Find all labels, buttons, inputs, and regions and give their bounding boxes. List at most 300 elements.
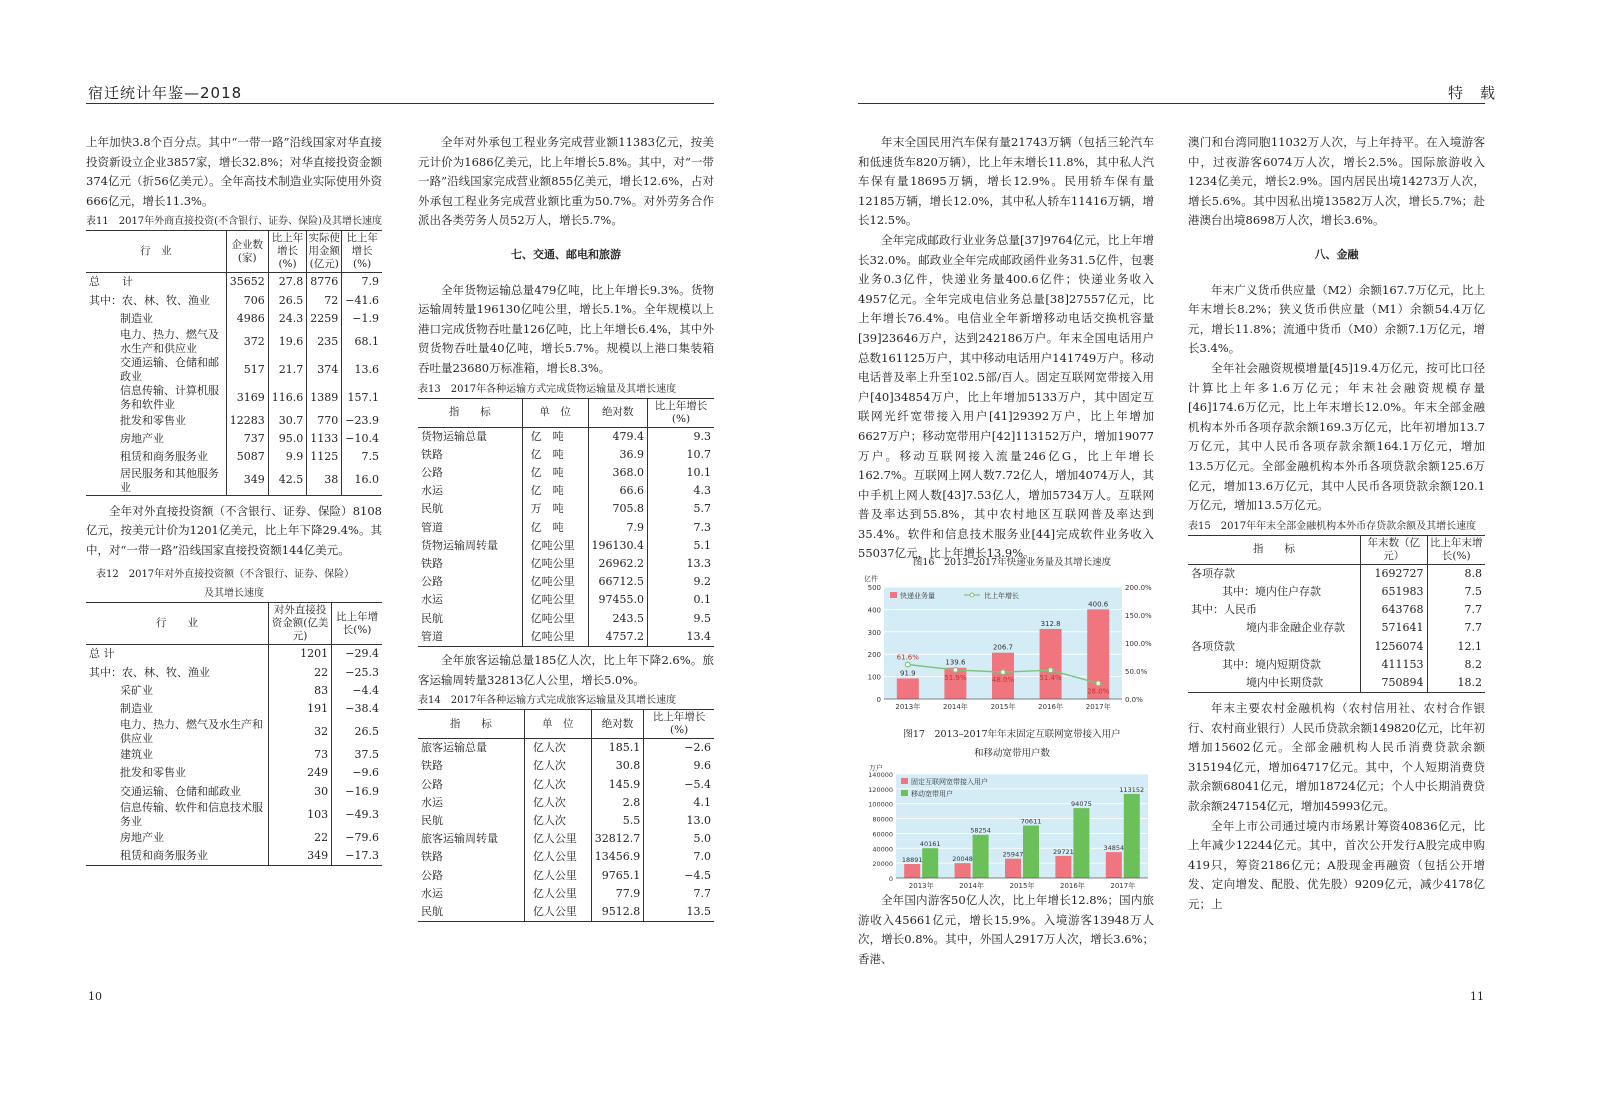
bar (1106, 852, 1122, 878)
header-rule-right (858, 103, 1485, 104)
data-label: 70611 (1020, 817, 1042, 826)
table-cell: 243.5 (588, 610, 648, 628)
table-cell: 亿人次 (524, 739, 591, 758)
table-cell: 7.7 (1427, 601, 1485, 619)
table-cell: 30.7 (268, 412, 307, 430)
row-label: 信息传输、计算机服务和软件业 (120, 383, 219, 411)
table-cell: 8776 (307, 273, 342, 292)
y-tick-label: 200 (867, 651, 881, 660)
table-cell: −2.6 (644, 739, 714, 758)
table-cell: 9.5 (648, 610, 714, 628)
table-cell: 5.1 (648, 537, 714, 555)
paragraph: 澳门和台湾同胞11032万人次，与上年持平。在入境游客中，过夜游客6074万人次，增长2.5%。国际旅游收入1234亿美元，增长2.9%。国内居民出境14273万人次，增长5.6%。其中因私出境13582万人次，增长5.7%；赴港澳台出境8698万人次，增长3.6%。 (1188, 135, 1485, 228)
table-cell: 42.5 (268, 467, 307, 496)
table-cell: 亿 吨 (522, 482, 588, 500)
page-number-left: 10 (88, 990, 102, 1003)
row-label: 电力、热力、燃气及水生产和供应业 (120, 327, 219, 355)
table11 (86, 230, 382, 495)
table-row (86, 273, 382, 292)
x-tick-label: 2013年 (908, 882, 934, 890)
table-cell: 83 (269, 682, 332, 700)
table-header: 对外直接投资金额(亿美元) (269, 603, 332, 645)
table-cell: 27.8 (268, 273, 307, 292)
table-cell: 30.8 (591, 757, 644, 775)
table14 (418, 709, 714, 922)
left-page (0, 0, 800, 1099)
running-header-left: 宿迁统计年鉴—2018 (88, 84, 243, 102)
table-cell: 12283 (226, 412, 268, 430)
table-header: 指 标 (418, 710, 524, 739)
bar (897, 678, 919, 699)
table-header: 单 位 (524, 710, 591, 739)
table-header: 行 业 (86, 603, 269, 645)
table-row (86, 682, 382, 700)
y-tick-label: 40000 (872, 845, 893, 854)
row-label: 各项贷款 (1191, 639, 1235, 653)
table-cell: −79.6 (332, 829, 382, 847)
table-row (1188, 638, 1485, 656)
table-cell: 66.6 (588, 482, 648, 500)
bar (1055, 856, 1071, 878)
table-row (1188, 601, 1485, 619)
chart17 (852, 724, 1172, 892)
table-cell: 368.0 (588, 464, 648, 482)
table-cell: −16.9 (332, 783, 382, 801)
x-tick-label: 2017年 (1110, 882, 1136, 890)
table-row (418, 885, 714, 903)
table-cell: 2.8 (591, 794, 644, 812)
table-cell: 9.2 (648, 573, 714, 591)
row-label: 货物运输周转量 (421, 538, 498, 552)
x-tick-label: 2015年 (990, 703, 1016, 711)
table-row (418, 739, 714, 758)
row-label: 境内中长期贷款 (1246, 675, 1323, 689)
row-label: 房地产业 (120, 432, 164, 446)
table-header: 绝对数 (591, 710, 644, 739)
table-cell: 249 (269, 764, 332, 782)
table-cell: 亿人次 (524, 812, 591, 830)
page-number-right: 11 (1470, 990, 1484, 1003)
table-row (86, 448, 382, 466)
row-label: 水运 (421, 484, 443, 498)
row-label: 民航 (421, 611, 443, 625)
table-cell: −38.4 (332, 700, 382, 718)
bar (1023, 826, 1039, 878)
y-axis-unit: 万户 (869, 764, 883, 772)
table-cell: 145.9 (591, 776, 644, 794)
table-cell: 349 (269, 847, 332, 866)
table-row (418, 610, 714, 628)
table-cell: 770 (307, 412, 342, 430)
growth-label: 51.4% (1039, 674, 1062, 683)
row-label: 境内非金融企业存款 (1246, 621, 1345, 635)
table-cell: 亿吨公里 (522, 573, 588, 591)
table-cell: 7.9 (342, 273, 382, 292)
table-header: 比上年末增长(%) (1427, 535, 1485, 564)
table-cell: 22 (269, 664, 332, 682)
row-label: 公路 (421, 575, 443, 589)
row-label: 铁路 (421, 556, 443, 570)
row-label: 公路 (421, 868, 443, 882)
table-cell: 103 (269, 801, 332, 829)
row-label: 铁路 (421, 447, 443, 461)
table-header: 行 业 (86, 231, 226, 273)
table-row (418, 794, 714, 812)
row-label: 总 计 (89, 647, 115, 661)
table-row (418, 776, 714, 794)
table-row (86, 645, 382, 664)
table-cell: 4.1 (644, 794, 714, 812)
chart16-svg (852, 571, 1172, 711)
row-label: 建筑业 (120, 748, 153, 762)
row-label: 制造业 (120, 311, 153, 325)
table-row (86, 430, 382, 448)
data-label: 139.6 (945, 658, 966, 667)
table-cell: 亿吨公里 (522, 555, 588, 573)
table-row (418, 464, 714, 482)
table-cell: 18.2 (1427, 674, 1485, 693)
line-point (905, 662, 910, 667)
section-heading-7: 七、交通、邮电和旅游 (511, 247, 621, 261)
table13-caption: 表13 2017年各种运输方式完成货物运输量及其增长速度 (418, 383, 677, 395)
table-cell: 9.9 (268, 448, 307, 466)
table-cell: 95.0 (268, 430, 307, 448)
table-cell: 亿吨公里 (522, 537, 588, 555)
right-page (800, 0, 1609, 1099)
table-cell: 7.9 (588, 519, 648, 537)
table-header: 绝对数 (588, 398, 648, 427)
table-row (1188, 583, 1485, 601)
row-label: 水运 (421, 593, 443, 607)
row-label: 管道 (421, 520, 443, 534)
table-cell: 479.4 (588, 427, 648, 446)
table-row (86, 356, 382, 384)
row-label: 公路 (421, 465, 443, 479)
table-cell: 5.5 (591, 812, 644, 830)
table-cell: −49.3 (332, 801, 382, 829)
table-cell: 36.9 (588, 446, 648, 464)
table-cell: 10.1 (648, 464, 714, 482)
table13 (418, 398, 714, 647)
table-cell: 73 (269, 746, 332, 764)
row-label: 租赁和商务服务业 (120, 450, 208, 464)
bar (955, 863, 971, 878)
table-cell: 亿人次 (524, 794, 591, 812)
table-cell: 亿 吨 (522, 427, 588, 446)
x-tick-label: 2016年 (1059, 882, 1085, 890)
table-cell: 亿人公里 (524, 885, 591, 903)
table-cell: 亿 吨 (522, 446, 588, 464)
table-row (418, 848, 714, 866)
table-row (86, 801, 382, 829)
table-row (418, 500, 714, 518)
table15-caption: 表15 2017年年末全部金融机构本外币存贷款余额及其增长速度 (1188, 520, 1477, 532)
y2-tick-label: 50.0% (1125, 668, 1148, 676)
table-cell: 4.3 (648, 482, 714, 500)
table-row (418, 482, 714, 500)
section-heading-8: 八、金融 (1314, 247, 1359, 261)
paragraph: 年末广义货币供应量（M2）余额167.7万亿元，比上年末增长8.2%；狭义货币供应量（M1）余额54.4万亿元，增长11.8%；流通中货币（M0）余额7.1万亿元，增长3.4%。 (1188, 282, 1485, 356)
table-row (86, 664, 382, 682)
table-row (418, 628, 714, 647)
table15 (1188, 535, 1485, 693)
table-cell: 349 (226, 467, 268, 496)
table-row (418, 812, 714, 830)
row-label: 货物运输总量 (421, 429, 487, 443)
table-row (86, 829, 382, 847)
table-cell: 372 (226, 328, 268, 356)
data-label: 40161 (919, 840, 941, 849)
bar (904, 864, 920, 878)
table-header: 企业数(家) (226, 231, 268, 273)
table-cell: 26.5 (268, 292, 307, 310)
table11-caption: 表11 2017年外商直接投资(不含银行、证券、保险)及其增长速度 (86, 216, 382, 228)
row-label: 批发和零售业 (120, 413, 186, 427)
y-tick-label: 0 (876, 696, 881, 704)
table-cell: 7.3 (648, 519, 714, 537)
table-row (418, 591, 714, 609)
legend-label: 移动宽带用户 (911, 790, 953, 798)
table-cell: 750894 (1361, 674, 1428, 693)
y-tick-label: 100 (867, 673, 881, 682)
paragraph: 上年加快3.8个百分点。其中“一带一路”沿线国家对华直接投资新设立企业3857家，增长32.8%；对华直接投资金额374亿元（折56亿美元）。全年高技术制造业实际使用外资666亿元，增长11.3%。 (86, 135, 382, 208)
table-cell: 亿吨公里 (522, 628, 588, 647)
table-cell: −10.4 (342, 430, 382, 448)
table-row (86, 384, 382, 412)
table-cell: 77.9 (591, 885, 644, 903)
table-cell: 12.1 (1427, 638, 1485, 656)
table-cell: 7.7 (1427, 619, 1485, 637)
paragraph: 全年旅客运输总量185亿人次，比上年下降2.6%。旅客运输周转量32813亿人公里，增长5.0%。 (418, 652, 714, 687)
row-label: 水运 (421, 886, 443, 900)
data-label: 18891 (901, 855, 923, 864)
table-cell: 706 (226, 292, 268, 310)
table-cell: 7.5 (342, 448, 382, 466)
legend-label: 固定互联网宽带接入用户 (911, 778, 988, 786)
table-cell: 72 (307, 292, 342, 310)
growth-label: 48.0% (991, 676, 1015, 685)
paragraph: 全年货物运输总量479亿吨，比上年增长9.3%。货物运输周转量196130亿吨公里，增长5.1%。全年规模以上港口完成货物吞吐量126亿吨，比上年增长6.4%，其中外贸货物吞吐量40亿吨，增长5.7%。规模以上港口集装箱吞吐量23680万标准箱，增长8.3%。 (418, 282, 714, 375)
row-label: 其中：农、林、牧、渔业 (89, 293, 210, 307)
table-header: 指 标 (1188, 535, 1361, 564)
bar (1124, 794, 1140, 878)
table-cell: 157.1 (342, 384, 382, 412)
table-row (86, 783, 382, 801)
x-tick-label: 2014年 (942, 703, 968, 711)
table-cell: 737 (226, 430, 268, 448)
table14-caption: 表14 2017年各种运输方式完成旅客运输量及其增长速度 (418, 695, 677, 707)
x-tick-label: 2015年 (1009, 882, 1035, 890)
table-cell: 1692727 (1361, 564, 1428, 583)
bar (973, 835, 989, 878)
data-label: 58254 (970, 826, 991, 835)
table-header: 比上年增长(%) (332, 603, 382, 645)
right-column-1-bottom (858, 891, 1154, 969)
table12 (86, 602, 382, 866)
table-row (86, 746, 382, 764)
table-cell: 97455.0 (588, 591, 648, 609)
table-cell: 651983 (1361, 583, 1428, 601)
table-row (418, 537, 714, 555)
table-cell: 亿人次 (524, 757, 591, 775)
data-label: 91.9 (900, 669, 916, 678)
row-label: 其中：境内住户存款 (1222, 584, 1321, 598)
row-label: 其中：人民币 (1191, 603, 1257, 617)
y-tick-label: 500 (867, 584, 881, 592)
row-label: 民航 (421, 904, 443, 918)
row-label: 各项存款 (1191, 566, 1235, 580)
y2-tick-label: 100.0% (1125, 640, 1152, 648)
row-label: 居民服务和其他服务业 (120, 466, 219, 494)
row-label: 旅客运输周转量 (421, 832, 498, 846)
table-cell: 13456.9 (591, 848, 644, 866)
table-cell: 196130.4 (588, 537, 648, 555)
legend-label: 快递业务量 (900, 592, 935, 600)
right-column-2 (1188, 133, 1485, 915)
table-row (1188, 619, 1485, 637)
legend-swatch-bar (890, 592, 897, 598)
table-row (86, 700, 382, 718)
table-cell: 705.8 (588, 500, 648, 518)
table-row (418, 573, 714, 591)
table-cell: 1201 (269, 645, 332, 664)
growth-label: 51.9% (944, 673, 967, 682)
row-label: 公路 (421, 777, 443, 791)
table-row (1188, 674, 1485, 693)
y2-tick-label: 150.0% (1125, 612, 1152, 620)
table-cell: 7.5 (1427, 583, 1485, 601)
table-cell: −4.4 (332, 682, 382, 700)
table12-caption-line2: 及其增长速度 (204, 588, 264, 600)
table-header: 比上年增长(%) (268, 231, 307, 273)
row-label: 交通运输、仓储和邮政业 (120, 355, 219, 383)
row-label: 民航 (421, 813, 443, 827)
table-header: 指 标 (418, 398, 522, 427)
table-row (418, 519, 714, 537)
table-row (418, 830, 714, 848)
data-label: 20048 (952, 855, 973, 864)
table-cell: 24.3 (268, 310, 307, 328)
table-row (418, 427, 714, 446)
left-column-2 (418, 133, 714, 922)
table-cell: 22 (269, 829, 332, 847)
table-header: 单 位 (522, 398, 588, 427)
table-cell: 1256074 (1361, 638, 1428, 656)
table-row (418, 867, 714, 885)
row-label: 旅客运输总量 (421, 741, 487, 755)
row-label: 管道 (421, 629, 443, 643)
legend-swatch-a (901, 778, 908, 784)
table-cell: 35652 (226, 273, 268, 292)
paragraph: 年末主要农村金融机构（农村信用社、农村合作银行、农村商业银行）人民币贷款余额149820亿元，比年初增加15602亿元。全部金融机构人民币消费贷款余额315194亿元，增加64717亿元。其中，个人短期消费贷款余额68041亿元，增加18724亿元；个人中长期消费贷款余额247154亿元，增加45993亿元。 (1188, 701, 1485, 814)
table-cell: −41.6 (342, 292, 382, 310)
table-cell: 亿人公里 (524, 848, 591, 866)
y2-tick-label: 0.0% (1125, 696, 1143, 704)
table-cell: 5.0 (644, 830, 714, 848)
table-row (86, 764, 382, 782)
table-cell: 411153 (1361, 656, 1428, 674)
chart16-caption: 图16 2013–2017年快递业务量及其增长速度 (912, 557, 1112, 568)
bar (922, 848, 938, 878)
table-row (86, 292, 382, 310)
y2-tick-label: 200.0% (1125, 584, 1152, 592)
table-cell: 66712.5 (588, 573, 648, 591)
paragraph: 全年上市公司通过境内市场累计筹资40836亿元，比上年减少12244亿元。其中，首次公开发行A股完成申购419只，筹资2186亿元；A股现金再融资（包括公开增发、定向增发、配股、优先股）9209亿元，减少4178亿元；上 (1188, 818, 1485, 912)
table-cell: −23.9 (342, 412, 382, 430)
table-cell: −4.5 (644, 867, 714, 885)
table-cell: 8.2 (1427, 656, 1485, 674)
y-tick-label: 120000 (868, 785, 893, 794)
table-header: 比上年增长(%) (644, 710, 714, 739)
table-cell: 1389 (307, 384, 342, 412)
table-cell: 643768 (1361, 601, 1428, 619)
table-cell: 9512.8 (591, 903, 644, 922)
table-cell: −9.6 (332, 764, 382, 782)
table-cell: 191 (269, 700, 332, 718)
data-label: 25947 (1002, 850, 1024, 859)
table-cell: 10.7 (648, 446, 714, 464)
y-tick-label: 60000 (872, 830, 893, 839)
table-cell: 3169 (226, 384, 268, 412)
table-cell: 亿人公里 (524, 903, 591, 922)
table-cell: 4757.2 (588, 628, 648, 647)
table-cell: 亿人公里 (524, 830, 591, 848)
row-label: 交通运输、仓储和邮政业 (120, 784, 241, 798)
table-cell: 26.5 (332, 718, 382, 746)
row-label: 采矿业 (120, 683, 153, 697)
table-cell: 517 (226, 356, 268, 384)
row-label: 租赁和商务服务业 (120, 849, 208, 862)
y-tick-label: 140000 (868, 771, 893, 779)
row-label: 批发和零售业 (120, 766, 186, 780)
chart17-caption-line2: 和移动宽带用户数 (973, 748, 1050, 759)
table-cell: −29.4 (332, 645, 382, 664)
table-cell: 185.1 (591, 739, 644, 758)
chart16 (852, 552, 1172, 712)
table-cell: 9765.1 (591, 867, 644, 885)
line-point (1001, 670, 1006, 675)
table-cell: 13.4 (648, 628, 714, 647)
table-cell: 亿人次 (524, 776, 591, 794)
table-row (418, 446, 714, 464)
row-label: 其中：境内短期贷款 (1222, 657, 1321, 671)
paragraph: 全年社会融资规模增量[45]19.4万亿元，按可比口径计算比上年多1.6万亿元；年末社会融资规模存量[46]174.6万亿元，比上年末增长12.0%。年末全部金融机构本外币各项存款余额169.3万亿元，比年初增加13.7万亿元，其中人民币各项存款余额164.1万亿元，增加13.5万亿元。全部金融机构本外币各项贷款余额125.6万亿元，增加13.6万亿元，其中人民币各项贷款余额120.1万亿元，增加13.5万亿元。 (1188, 360, 1485, 513)
table-cell: 0.1 (648, 591, 714, 609)
row-label: 水运 (421, 795, 443, 809)
row-label: 电力、热力、燃气及水生产和供应业 (120, 718, 263, 746)
table-cell: −5.4 (644, 776, 714, 794)
legend-label: 比上年增长 (984, 592, 1019, 600)
y-tick-label: 300 (867, 628, 881, 637)
table-header: 比上年增长(%) (648, 398, 714, 427)
header-rule-left (86, 103, 714, 104)
data-label: 206.7 (992, 643, 1014, 652)
table-cell: 万 吨 (522, 500, 588, 518)
table-cell: 571641 (1361, 619, 1428, 637)
table-row (86, 718, 382, 746)
table-cell: 2259 (307, 310, 342, 328)
x-tick-label: 2013年 (895, 703, 921, 711)
table-cell: 13.5 (644, 903, 714, 922)
x-tick-label: 2014年 (959, 882, 985, 890)
table-row (86, 847, 382, 866)
y-axis-unit: 亿件 (864, 575, 878, 583)
bar (1073, 808, 1089, 878)
table-cell: 4986 (226, 310, 268, 328)
chart17-caption: 图17 2013–2017年年末固定互联网宽带接入用户 (903, 729, 1121, 740)
table-cell: 16.0 (342, 467, 382, 496)
paragraph: 全年国内游客50亿人次，比上年增长12.8%；国内旅游收入45661亿元，增长15.9%。入境游客13948万人次，增长0.8%。其中，外国人2917万人次，增长3.6%；香港、 (858, 893, 1154, 966)
